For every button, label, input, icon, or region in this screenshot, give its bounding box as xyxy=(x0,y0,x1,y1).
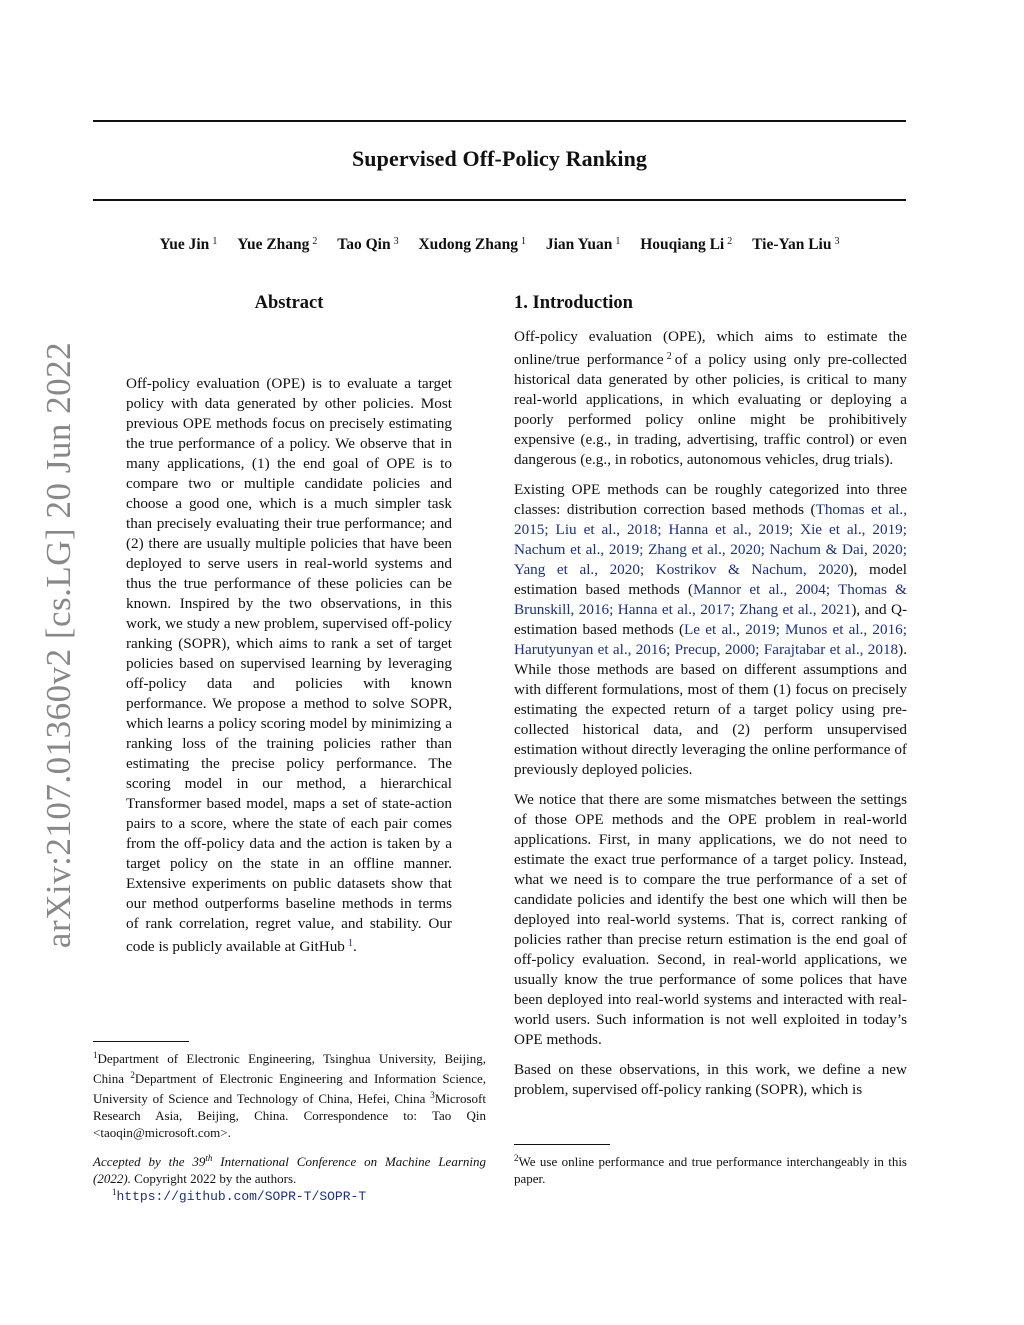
github-footnote: $^1$https://github.com/SOPR-T/SOPR-T xyxy=(112,1187,367,1204)
paragraph: Off-policy evaluation (OPE), which aims to estimate the online/true performance $^2$ of a policy using only pre-collected historical data generated by other policies, is critical to many real-world applications, in which evaluating or deploying a poorly performed policy online might be prohibitively expensive (e.g., in trading, advertising, traffic control) or even dangerous (e.g., in robotics, autonomous vehicles, drug trials). xyxy=(514,328,907,468)
section-heading-introduction: 1. Introduction xyxy=(514,293,633,313)
footnote-2: $^2$We use online performance and true performance interchangeably in this paper. xyxy=(514,1153,907,1186)
citation-link[interactable]: Mannor et al., 2004; Thomas & Brunskill, 2016; Hanna et al., 2017; Zhang et al., 2021 xyxy=(514,581,907,618)
paragraph: Based on these observations, in this work, we define a new problem, supervised off-policy ranking (SOPR), which is xyxy=(514,1061,907,1098)
acceptance-note: Accepted by the 39th International Conference on Machine Learning (2022). Copyright 2022 by the authors. xyxy=(93,1153,486,1186)
author: Yue Jin $^1$ xyxy=(159,236,218,253)
author: Tao Qin $^3$ xyxy=(337,236,399,253)
abstract-heading: Abstract xyxy=(254,293,324,313)
author: Xudong Zhang $^1$ xyxy=(418,236,526,253)
title-bottom-rule xyxy=(93,199,906,201)
citation-link[interactable]: Le et al., 2019; Munos et al., 2016; Harutyunyan et al., 2016; Precup, 2000; Farajtabar et al., 2018 xyxy=(514,621,907,658)
footnote-ref[interactable]: 2 xyxy=(666,351,672,362)
author: Jian Yuan $^1$ xyxy=(545,236,621,253)
author: Houqiang Li $^2$ xyxy=(640,236,733,253)
author: Yue Zhang $^2$ xyxy=(237,236,318,253)
author-list xyxy=(93,236,906,254)
footnote-rule xyxy=(514,1144,610,1145)
abstract-body: Off-policy evaluation (OPE) is to evaluate a target policy with data generated by other policies. Most previous OPE methods focus on precisely estimating the true performance of a policy. We observe that in many applications, (1) the end goal of OPE is to compare two or multiple candidate policies and choose a good one, which is a much simpler task than precisely evaluating their true performance; and (2) there are usually multiple policies that have been deployed to serve users in real-world systems and thus the true performance of these policies can be known. Inspired by the two observations, in this work, we study a new problem, supervised off-policy ranking (SOPR), which aims to rank a set of target policies based on supervised learning by leveraging off-policy data and policies with known performance. We propose a method to solve SOPR, which learns a policy scoring model by minimizing a ranking loss of the training policies rather than estimating the precise policy performance. The scoring model in our method, a hierarchical Transformer based model, maps a set of state-action pairs to a score, where the state of each pair comes from the off-policy data and the action is taken by a target policy on the state in an offline manner. Extensive experiments on public datasets show that our method outperforms baseline methods in terms of rank correlation, regret value, and stability. Our code is publicly available at GitHub $^1$. xyxy=(126,375,452,955)
citation-link[interactable]: Thomas et al., 2015; Liu et al., 2018; Hanna et al., 2019; Xie et al., 2019; Nachum et al., 2019; Zhang et al., 2020; Nachum & Dai, 2020; Yang et al., 2020; Kostrikov & Nachum, 2020 xyxy=(514,501,907,578)
affiliation-footnote: $^1$Department of Electronic Engineering, Tsinghua University, Beijing, China $^2$Department of Electronic Engineering and Information Science, University of Science and Technology of China, Hefei, China $^3$Microsoft Research Asia, Beijing, China. Correspondence to: Tao Qin <taoqin@microsoft.com>. xyxy=(93,1050,486,1140)
arxiv-side-stamp: arXiv:2107.01360v2 [cs.LG] 20 Jun 2022 xyxy=(39,341,78,949)
footnote-rule xyxy=(93,1041,189,1042)
author: Tie-Yan Liu $^3$ xyxy=(752,236,840,253)
paper-title: Supervised Off-Policy Ranking xyxy=(351,146,648,171)
github-link[interactable]: https://github.com/SOPR-T/SOPR-T xyxy=(116,1189,367,1204)
title-top-rule xyxy=(93,120,906,122)
paragraph: Existing OPE methods can be roughly categorized into three classes: distribution correction based methods (Thomas et al., 2015; Liu et al., 2018; Hanna et al., 2019; Xie et al., 2019; Nachum et al., 2019; Zhang et al., 2020; Nachum & Dai, 2020; Yang et al., 2020; Kostrikov & Nachum, 2020), model estimation based methods (Mannor et al., 2004; Thomas & Brunskill, 2016; Hanna et al., 2017; Zhang et al., 2021), and Q-estimation based methods (Le et al., 2019; Munos et al., 2016; Harutyunyan et al., 2016; Precup, 2000; Farajtabar et al., 2018). While those methods are based on different assumptions and with different formulations, most of them (1) focus on precisely estimating the expected return of a target policy using pre-collected historical data, and (2) perform unsupervised estimation without directly leveraging the online performance of previously deployed policies. xyxy=(514,481,907,778)
footnote-ref[interactable]: 1 xyxy=(347,938,353,949)
introduction-body xyxy=(514,327,907,1110)
paragraph: We notice that there are some mismatches between the settings of those OPE methods and the OPE problem in real-world applications. First, in many applications, we do not need to estimate the exact true performance of a target policy. Instead, what we need is to compare the true performance of a set of candidate policies and identify the best one which will then be deployed into real-world systems. That is, correct ranking of policies rather than precise return estimation is the end goal of off-policy evaluation. Second, in real-world applications, we usually know the true performance of some polices that have been deployed into real-world systems and interacted with real-world users. Such information is not well exploited in today’s OPE methods. xyxy=(514,791,907,1048)
